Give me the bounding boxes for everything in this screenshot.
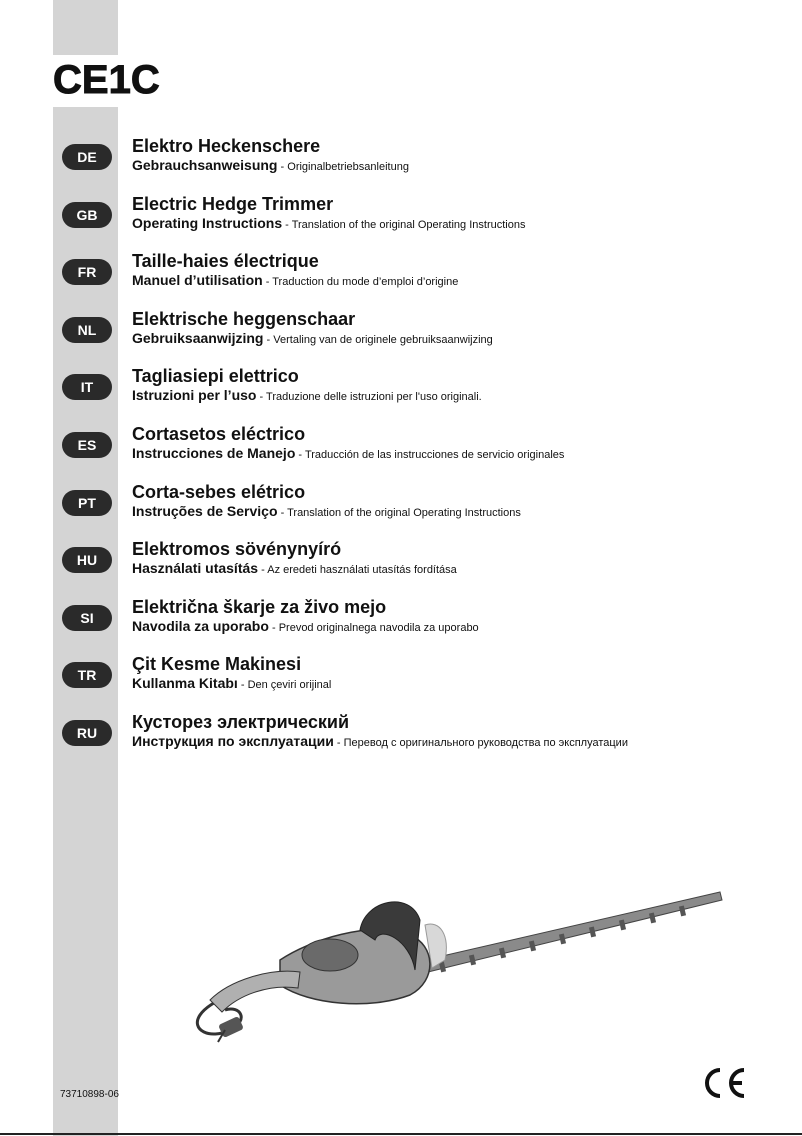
manual-type: Инструкция по эксплуатации	[132, 733, 334, 749]
language-entry-si	[0, 596, 802, 655]
manual-note: - Traducción de las instrucciones de servicio originales	[295, 449, 565, 461]
product-title: Taille-haies électrique	[132, 251, 319, 272]
manual-note: - Перевод с оригинального руководства по эксплуатации	[333, 737, 628, 749]
language-code-badge: TR	[62, 662, 112, 688]
manual-type: Instruções de Serviço	[132, 502, 278, 519]
manual-type: Manuel d’utilisation	[132, 272, 263, 289]
manual-note: - Translation of the original Operating Instructions	[277, 506, 521, 519]
manual-subtitle	[132, 733, 628, 749]
manual-subtitle	[132, 157, 409, 173]
manual-type: Operating Instructions	[132, 214, 283, 231]
language-code-badge: DE	[62, 144, 112, 170]
manual-type: Instrucciones de Manejo	[132, 445, 296, 461]
language-code-badge: RU	[62, 720, 112, 746]
language-entry-es	[0, 424, 802, 482]
manual-note: - Vertaling van de originele gebruiksaanwijzing	[263, 333, 493, 346]
product-title: Cortasetos eléctrico	[132, 424, 306, 444]
model-name: CE1C	[53, 58, 160, 102]
manual-note: - Den çeviri orijinal	[237, 679, 332, 692]
language-entry-tr	[0, 654, 802, 712]
product-title: Electric Hedge Trimmer	[132, 193, 334, 214]
language-code-badge: SI	[62, 605, 112, 631]
product-title: Кусторез электрический	[132, 712, 350, 732]
bottom-rule	[0, 1133, 802, 1135]
language-entry-hu	[0, 539, 802, 597]
manual-note: - Translation of the original Operating Instructions	[282, 218, 526, 231]
manual-note: - Traduction du mode d’emploi d’origine	[262, 276, 459, 289]
manual-subtitle	[132, 445, 564, 461]
product-title: Elektromos sövénynyíró	[132, 539, 342, 560]
manual-subtitle	[132, 560, 457, 576]
manual-note: - Originalbetriebsanleitung	[277, 161, 409, 173]
hedge-trimmer-illustration	[170, 880, 730, 1060]
document-code: 73710898-06	[60, 1089, 119, 1100]
manual-subtitle	[132, 503, 521, 519]
language-code-badge: ES	[62, 432, 112, 458]
manual-note: - Traduzione delle istruzioni per l'uso originali.	[256, 391, 482, 404]
manual-type: Gebruiksaanwijzing	[132, 329, 264, 346]
manual-type: Használati utasítás	[132, 560, 259, 577]
language-entry-de	[0, 136, 802, 194]
language-code-badge: HU	[62, 547, 112, 573]
language-code-badge: IT	[62, 374, 112, 400]
manual-subtitle	[132, 330, 493, 346]
manual-type: Kullanma Kitabı	[132, 675, 238, 692]
manual-subtitle	[132, 272, 458, 288]
manual-note: - Prevod originalnega navodila za uporabo	[268, 621, 479, 634]
product-title: Tagliasiepi elettrico	[132, 366, 299, 387]
manual-subtitle	[132, 387, 482, 403]
product-title: Električna škarje za živo mejo	[132, 596, 387, 617]
ce-mark-icon	[700, 1066, 748, 1100]
language-entry-fr	[0, 251, 802, 309]
product-title: Çit Kesme Makinesi	[132, 654, 302, 675]
language-entry-nl	[0, 308, 802, 367]
language-entry-ru	[0, 712, 802, 770]
manual-subtitle	[132, 618, 479, 634]
manual-type: Navodila za uporabo	[132, 617, 269, 634]
language-entry-it	[0, 366, 802, 424]
manual-type: Gebrauchsanweisung	[132, 157, 278, 173]
language-code-badge: PT	[62, 490, 112, 516]
language-entry-gb	[0, 193, 802, 252]
product-title: Elektro Heckenschere	[132, 136, 321, 156]
manual-note: - Az eredeti használati utasítás fordítása	[258, 564, 457, 577]
manual-subtitle	[132, 675, 331, 691]
language-code-badge: NL	[62, 317, 112, 343]
language-code-badge: GB	[62, 202, 112, 228]
manual-subtitle	[132, 215, 525, 231]
language-code-badge: FR	[62, 259, 112, 285]
product-title: Corta-sebes elétrico	[132, 481, 306, 502]
product-title: Elektrische heggenschaar	[132, 308, 356, 329]
language-entry-pt	[0, 481, 802, 540]
manual-type: Istruzioni per l’uso	[132, 387, 257, 404]
